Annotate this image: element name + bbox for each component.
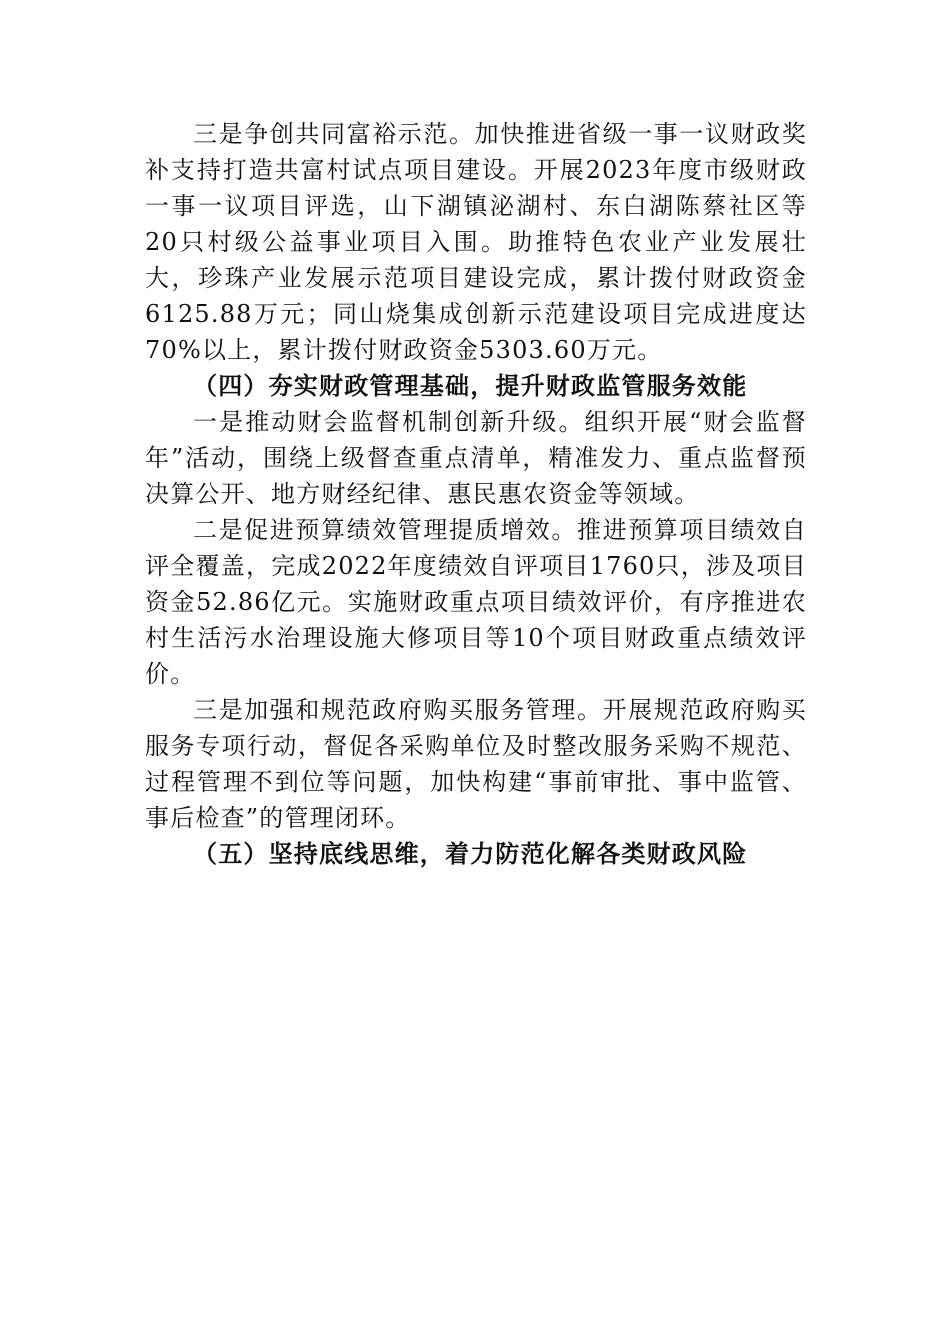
section-heading-four: （四）夯实财政管理基础，提升财政监管服务效能 [193,371,748,400]
paragraph-budget-performance: 二是促进预算绩效管理提质增效。推进预算项目绩效自评全覆盖，完成2022年度绩效自评项目1760只，涉及项目资金52.86亿元。实施财政重点项目绩效评价，有序推进农村生活污水治理设施大修项目等10个项目财政重点绩效评价。 [145,516,807,688]
paragraph-government-procurement: 三是加强和规范政府购买服务管理。开展规范政府购买服务专项行动，督促各采购单位及时整改服务采购不规范、过程管理不到位等问题，加快构建“事前审批、事中监管、事后检查”的管理闭环。 [145,696,807,832]
paragraph-accounting-supervision: 一是推动财会监督机制创新升级。组织开展“财会监督年”活动，围绕上级督查重点清单，精准发力、重点监督预决算公开、地方财经纪律、惠民惠农资金等领域。 [145,408,807,508]
document-body [145,116,807,872]
section-heading-five: （五）坚持底线思维，着力防范化解各类财政风险 [193,839,748,868]
paragraph-common-prosperity: 三是争创共同富裕示范。加快推进省级一事一议财政奖补支持打造共富村试点项目建设。开展2023年度市级财政一事一议项目评选，山下湖镇泌湖村、东白湖陈蔡社区等20只村级公益事业项目入围。助推特色农业产业发展壮大，珍珠产业发展示范项目建设完成，累计拨付财政资金6125.88万元；同山烧集成创新示范建设项目完成进度达70%以上，累计拨付财政资金5303.60万元。 [145,120,807,364]
